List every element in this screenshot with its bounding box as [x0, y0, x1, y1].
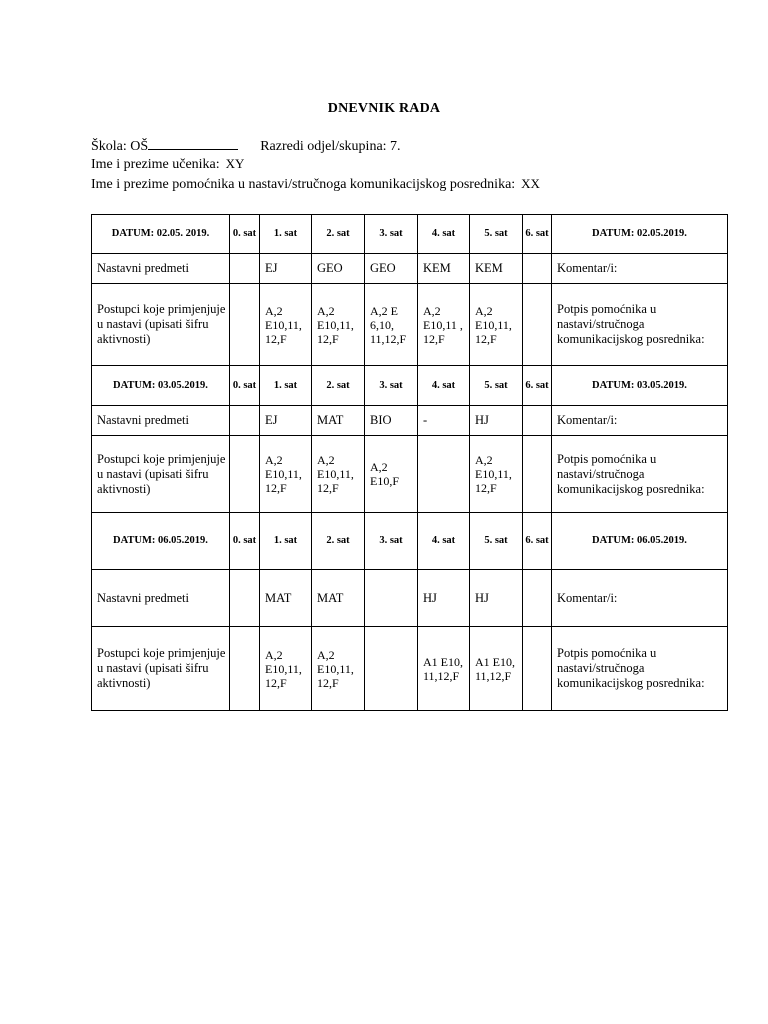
procedure-code-cell: [230, 627, 260, 711]
subject-cell: MAT: [312, 570, 365, 627]
comment-label: Komentar/i:: [552, 406, 728, 436]
subject-cell: [523, 570, 552, 627]
procedure-code-cell: [523, 627, 552, 711]
procedure-code-cell: A,2 E10,11, 12,F: [260, 284, 312, 366]
document-title: DNEVNIK RADA: [327, 101, 441, 116]
period-header: 4. sat: [418, 215, 470, 254]
procedure-code-cell: A1 E10, 11,12,F: [470, 627, 523, 711]
procedures-label: Postupci koje primjenjuje u nastavi (upisati šifru aktivnosti): [92, 627, 230, 711]
subject-cell: [365, 570, 418, 627]
period-header: 2. sat: [312, 513, 365, 570]
signature-label: Potpis pomoćnika u nastavi/stručnoga komunikacijskog posrednika:: [552, 284, 728, 366]
assistant-label: Ime i prezime pomoćnika u nastavi/stručnoga komunikacijskog posrednika:: [91, 177, 516, 192]
subject-cell: [230, 254, 260, 284]
student-label: Ime i prezime učenika:: [91, 157, 220, 172]
subject-cell: MAT: [260, 570, 312, 627]
period-header: 4. sat: [418, 366, 470, 406]
work-log-table: [91, 214, 728, 711]
subjects-row: [92, 570, 728, 627]
procedure-code-cell: A,2 E10,11, 12,F: [260, 627, 312, 711]
procedure-code-cell: A,2 E10,11 , 12,F: [418, 284, 470, 366]
assistant-value: XX: [521, 176, 540, 191]
procedure-code-cell: [230, 284, 260, 366]
day-header-row: [92, 366, 728, 406]
assistant-line: [91, 176, 540, 193]
subject-cell: [230, 406, 260, 436]
procedure-code-cell: A,2 E10,11, 12,F: [312, 627, 365, 711]
procedure-code-cell: A,2 E10,11, 12,F: [312, 284, 365, 366]
procedures-label: Postupci koje primjenjuje u nastavi (upisati šifru aktivnosti): [92, 436, 230, 513]
day-header-row: [92, 513, 728, 570]
date-label: DATUM: 03.05.2019.: [92, 366, 230, 406]
subject-cell: [523, 254, 552, 284]
subjects-label: Nastavni predmeti: [92, 570, 230, 627]
student-line: [91, 156, 244, 173]
procedure-code-cell: [365, 627, 418, 711]
comment-label: Komentar/i:: [552, 254, 728, 284]
subject-cell: GEO: [312, 254, 365, 284]
day-header-row: [92, 215, 728, 254]
procedures-row: [92, 436, 728, 513]
subject-cell: [523, 406, 552, 436]
subject-cell: [230, 570, 260, 627]
procedure-code-cell: A,2 E10,11, 12,F: [260, 436, 312, 513]
procedure-code-cell: A,2 E 6,10, 11,12,F: [365, 284, 418, 366]
subjects-row: [92, 254, 728, 284]
procedures-label: Postupci koje primjenjuje u nastavi (upisati šifru aktivnosti): [92, 284, 230, 366]
period-header: 0. sat: [230, 215, 260, 254]
period-header: 3. sat: [365, 215, 418, 254]
subject-cell: -: [418, 406, 470, 436]
procedure-code-cell: A,2 E10,11, 12,F: [312, 436, 365, 513]
period-header: 0. sat: [230, 366, 260, 406]
period-header: 5. sat: [470, 215, 523, 254]
subject-cell: EJ: [260, 406, 312, 436]
period-header: 6. sat: [523, 366, 552, 406]
subject-cell: KEM: [470, 254, 523, 284]
period-header: 5. sat: [470, 366, 523, 406]
period-header: 2. sat: [312, 215, 365, 254]
procedure-code-cell: [418, 436, 470, 513]
class-label: Razredi odjel/skupina:: [260, 139, 387, 154]
school-class-line: [91, 137, 401, 155]
procedure-code-cell: A,2 E10,F: [365, 436, 418, 513]
date-label-right: DATUM: 06.05.2019.: [552, 513, 728, 570]
period-header: 1. sat: [260, 366, 312, 406]
student-value: XY: [225, 156, 245, 171]
procedures-row: [92, 284, 728, 366]
period-header: 6. sat: [523, 513, 552, 570]
subject-cell: MAT: [312, 406, 365, 436]
subject-cell: EJ: [260, 254, 312, 284]
subject-cell: BIO: [365, 406, 418, 436]
procedure-code-cell: [230, 436, 260, 513]
comment-label: Komentar/i:: [552, 570, 728, 627]
subjects-label: Nastavni predmeti: [92, 254, 230, 284]
period-header: 1. sat: [260, 513, 312, 570]
period-header: 5. sat: [470, 513, 523, 570]
period-header: 0. sat: [230, 513, 260, 570]
period-header: 2. sat: [312, 366, 365, 406]
procedure-code-cell: A,2 E10,11, 12,F: [470, 436, 523, 513]
subject-cell: KEM: [418, 254, 470, 284]
procedure-code-cell: A,2 E10,11, 12,F: [470, 284, 523, 366]
procedure-code-cell: [523, 436, 552, 513]
period-header: 6. sat: [523, 215, 552, 254]
period-header: 3. sat: [365, 513, 418, 570]
signature-label: Potpis pomoćnika u nastavi/stručnoga komunikacijskog posrednika:: [552, 436, 728, 513]
procedures-row: [92, 627, 728, 711]
procedure-code-cell: [523, 284, 552, 366]
subjects-label: Nastavni predmeti: [92, 406, 230, 436]
signature-label: Potpis pomoćnika u nastavi/stručnoga komunikacijskog posrednika:: [552, 627, 728, 711]
subject-cell: HJ: [470, 570, 523, 627]
date-label-right: DATUM: 02.05.2019.: [552, 215, 728, 254]
period-header: 1. sat: [260, 215, 312, 254]
school-blank-field: [148, 137, 238, 150]
class-value: 7.: [390, 139, 401, 154]
subject-cell: HJ: [418, 570, 470, 627]
date-label: DATUM: 02.05. 2019.: [92, 215, 230, 254]
period-header: 4. sat: [418, 513, 470, 570]
subject-cell: HJ: [470, 406, 523, 436]
school-label: Škola: OŠ: [91, 139, 149, 154]
subjects-row: [92, 406, 728, 436]
date-label-right: DATUM: 03.05.2019.: [552, 366, 728, 406]
date-label: DATUM: 06.05.2019.: [92, 513, 230, 570]
subject-cell: GEO: [365, 254, 418, 284]
procedure-code-cell: A1 E10, 11,12,F: [418, 627, 470, 711]
period-header: 3. sat: [365, 366, 418, 406]
